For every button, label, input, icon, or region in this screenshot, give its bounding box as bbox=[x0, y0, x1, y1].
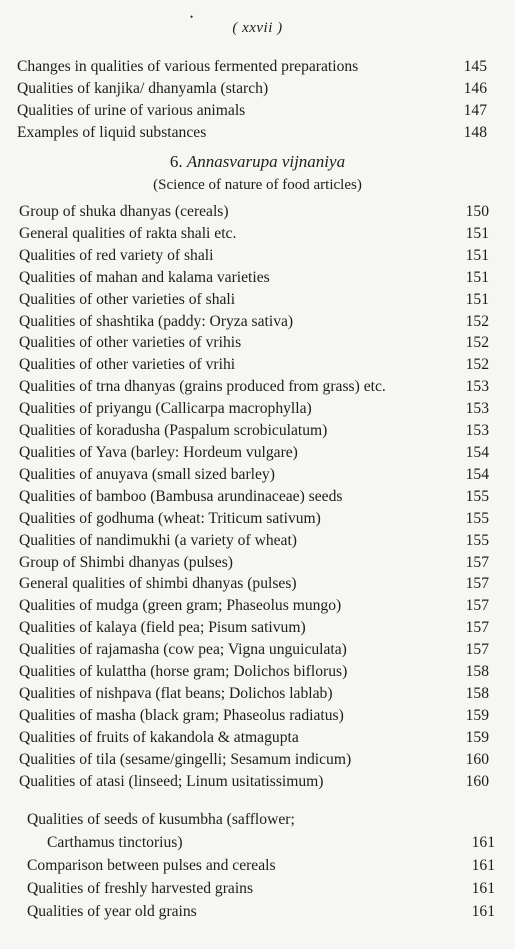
toc-entry-label: Qualities of mahan and kalama varieties bbox=[19, 268, 270, 286]
toc-entry-page: 151 bbox=[465, 268, 489, 286]
toc-entry bbox=[19, 332, 489, 354]
toc-entry bbox=[27, 877, 495, 900]
toc-entry-label: Qualities of red variety of shali bbox=[19, 246, 214, 264]
toc-entry-page: 152 bbox=[465, 334, 489, 352]
toc-entry-page: 150 bbox=[465, 203, 489, 220]
toc-entry-page: 152 bbox=[465, 312, 489, 330]
toc-entry bbox=[17, 122, 487, 144]
toc-entry-page: 152 bbox=[465, 356, 489, 374]
toc-entry-page: 157 bbox=[465, 641, 489, 659]
chapter-title: Annasvarupa vijnaniya bbox=[186, 152, 346, 171]
toc-entry-page: 158 bbox=[465, 663, 489, 681]
toc-entry bbox=[19, 573, 489, 595]
toc-entry bbox=[19, 420, 489, 442]
toc-entry bbox=[17, 78, 487, 100]
toc-entry-label: Qualities of bamboo (Bambusa arundinaceae) seeds bbox=[19, 487, 343, 505]
toc-entry-page: 154 bbox=[465, 465, 489, 483]
toc-entry-label: Qualities of masha (black gram; Phaseolus radiatus) bbox=[19, 706, 344, 724]
toc-entry bbox=[19, 749, 489, 771]
toc-entry bbox=[19, 289, 489, 311]
toc-entry-label: Qualities of nandimukhi (a variety of wheat) bbox=[19, 531, 297, 549]
toc-entry bbox=[27, 808, 495, 831]
toc-entry-label: Examples of liquid substances bbox=[17, 124, 207, 141]
toc-entry-label: Qualities of rajamasha (cow pea; Vigna unguiculata) bbox=[19, 641, 347, 659]
toc-entry-label: Qualities of koradusha (Paspalum scrobiculatum) bbox=[19, 422, 328, 440]
toc-entry-label: Changes in qualities of various fermented preparations bbox=[17, 58, 359, 75]
toc-entry-label: Comparison between pulses and cereals bbox=[27, 857, 276, 874]
toc-entry bbox=[17, 100, 487, 122]
toc-entry-label: Qualities of freshly harvested grains bbox=[27, 880, 254, 897]
toc-entry-label: Qualities of kanjika/ dhanyamla (starch) bbox=[17, 80, 269, 97]
page-number-header: ( xxvii ) bbox=[232, 20, 283, 36]
toc-entry bbox=[19, 552, 489, 574]
toc-entry-page: 159 bbox=[465, 706, 489, 724]
toc-entry bbox=[19, 376, 489, 398]
toc-entry-page: 160 bbox=[465, 750, 489, 768]
toc-entry-page: 151 bbox=[465, 224, 489, 242]
toc-entry-page: 157 bbox=[465, 619, 489, 637]
toc-entry bbox=[19, 267, 489, 289]
toc-entry-page: 155 bbox=[465, 509, 489, 527]
toc-entry-page: 151 bbox=[465, 290, 489, 308]
toc-entry bbox=[27, 854, 495, 877]
toc-entry bbox=[19, 398, 489, 420]
toc-entry-label: General qualities of rakta shali etc. bbox=[19, 224, 237, 242]
toc-entry-label: Qualities of atasi (linseed; Linum usitatissimum) bbox=[19, 772, 324, 790]
toc-entry bbox=[19, 727, 489, 749]
toc-entry-label: Qualities of urine of various animals bbox=[17, 102, 246, 119]
toc-entry-label: Group of Shimbi dhanyas (pulses) bbox=[19, 553, 233, 571]
chapter-number: 6. bbox=[169, 152, 183, 171]
toc-entry-page: 155 bbox=[465, 531, 489, 549]
toc-entry bbox=[19, 311, 489, 333]
toc-entry bbox=[19, 639, 489, 661]
toc-entry-label: Qualities of mudga (green gram; Phaseolus mungo) bbox=[19, 597, 342, 615]
toc-section-previous-chapter bbox=[17, 56, 487, 144]
toc-entry-page: 161 bbox=[471, 903, 495, 920]
toc-entry-page: 153 bbox=[465, 422, 489, 440]
toc-entry bbox=[19, 617, 489, 639]
toc-entry bbox=[19, 683, 489, 705]
toc-entry-page: 157 bbox=[465, 597, 489, 615]
toc-entry-label-continued: Carthamus tinctorius) bbox=[47, 834, 183, 851]
toc-entry-label: General qualities of shimbi dhanyas (pulses) bbox=[19, 575, 297, 593]
toc-entry-label: Qualities of shashtika (paddy: Oryza sativa) bbox=[19, 312, 294, 330]
toc-entry-label: Qualities of fruits of kakandola & atmagupta bbox=[19, 728, 299, 746]
toc-entry bbox=[27, 900, 495, 923]
toc-entry-label: Group of shuka dhanyas (cereals) bbox=[19, 203, 229, 220]
toc-entry-page: 161 bbox=[471, 857, 495, 874]
toc-entry-page: 146 bbox=[463, 80, 487, 97]
toc-entry bbox=[19, 771, 489, 793]
toc-entry-page: 153 bbox=[465, 378, 489, 396]
toc-entry-page: 154 bbox=[465, 443, 489, 461]
toc-entry bbox=[19, 661, 489, 683]
toc-entry-page: 161 bbox=[471, 880, 495, 897]
chapter-subtitle: (Science of nature of food articles) bbox=[153, 177, 362, 193]
toc-entry-label: Qualities of kulattha (horse gram; Dolichos biflorus) bbox=[19, 663, 348, 681]
toc-entry bbox=[19, 705, 489, 727]
toc-entry-page: 161 bbox=[471, 834, 495, 851]
toc-entry-page: 153 bbox=[465, 400, 489, 418]
toc-entry bbox=[19, 442, 489, 464]
toc-entry-label: Qualities of priyangu (Callicarpa macrophylla) bbox=[19, 400, 312, 418]
toc-entry-page: 157 bbox=[465, 553, 489, 571]
toc-section-chapter-6-end bbox=[27, 808, 495, 923]
toc-entry bbox=[19, 354, 489, 376]
toc-entry-page: 158 bbox=[465, 684, 489, 702]
toc-entry-label: Qualities of other varieties of vrihis bbox=[19, 334, 242, 352]
toc-entry-page: 159 bbox=[465, 728, 489, 746]
toc-entry bbox=[17, 56, 487, 78]
toc-entry bbox=[19, 486, 489, 508]
toc-entry-page: 148 bbox=[463, 124, 487, 141]
toc-entry-label: Qualities of other varieties of shali bbox=[19, 290, 236, 308]
toc-entry-label: Qualities of tila (sesame/gingelli; Sesamum indicum) bbox=[19, 750, 352, 768]
toc-entry-page: 147 bbox=[463, 102, 487, 119]
toc-entry-label: Qualities of kalaya (field pea; Pisum sativum) bbox=[19, 619, 306, 637]
toc-entry bbox=[19, 530, 489, 552]
toc-entry bbox=[27, 831, 495, 854]
toc-entry bbox=[19, 595, 489, 617]
toc-entry-label: Qualities of trna dhanyas (grains produced from grass) etc. bbox=[19, 378, 386, 396]
toc-entry-label: Qualities of year old grains bbox=[27, 903, 197, 920]
toc-entry-label: Qualities of nishpava (flat beans; Dolichos lablab) bbox=[19, 684, 333, 702]
toc-entry-label: Qualities of seeds of kusumbha (safflower; bbox=[27, 811, 295, 828]
toc-entry-page: 160 bbox=[465, 772, 489, 790]
toc-section-chapter-6 bbox=[19, 201, 489, 792]
toc-entry-label: Qualities of godhuma (wheat: Triticum sativum) bbox=[19, 509, 321, 527]
toc-entry bbox=[19, 464, 489, 486]
toc-entry bbox=[19, 245, 489, 267]
toc-entry-label: Qualities of Yava (barley: Hordeum vulgare) bbox=[19, 443, 298, 461]
toc-entry bbox=[19, 223, 489, 245]
toc-entry-label: Qualities of other varieties of vrihi bbox=[19, 356, 236, 374]
print-speck: • bbox=[190, 12, 194, 22]
toc-entry-page: 145 bbox=[463, 58, 487, 75]
toc-entry-page: 151 bbox=[465, 246, 489, 264]
toc-entry bbox=[19, 508, 489, 530]
chapter-heading bbox=[0, 152, 515, 172]
toc-entry bbox=[19, 201, 489, 223]
toc-entry-page: 157 bbox=[465, 575, 489, 593]
toc-entry-page: 155 bbox=[465, 487, 489, 505]
toc-entry-label: Qualities of anuyava (small sized barley) bbox=[19, 465, 275, 483]
